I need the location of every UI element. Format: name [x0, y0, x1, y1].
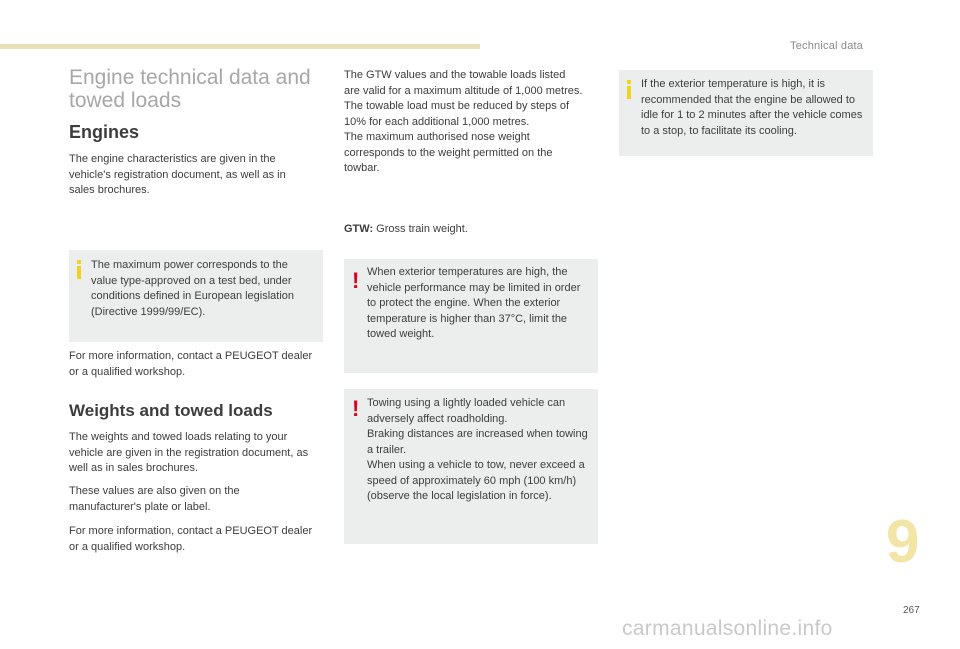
page-number: 267	[903, 605, 920, 616]
gtw-definition-label: GTW:	[344, 223, 374, 235]
watermark: carmanualsonline.info	[622, 617, 833, 640]
idle-note: If the exterior temperature is high, it is recommended that the engine be allowed to idle for 1 to 2 minutes after the vehicle comes to a stop, to facilitate its cooling.	[641, 78, 863, 137]
info-box-idle	[619, 70, 873, 156]
chapter-number: 9	[886, 508, 920, 575]
engines-text: The engine characteristics are given in the vehicle's registration document, as well as in sales brochures.	[69, 153, 286, 196]
header-accent-bar	[0, 44, 480, 49]
weights-contact: For more information, contact a PEUGEOT dealer or a qualified workshop.	[69, 525, 313, 553]
warning-towing-1: Towing using a lightly loaded vehicle can adversely affect roadholding.	[367, 397, 566, 425]
gtw-definition-text: Gross train weight.	[373, 223, 468, 235]
engines-heading: Engines	[69, 122, 140, 142]
section-label: Technical data	[790, 40, 864, 52]
warning-icon: !	[352, 396, 360, 421]
warning-towing-2: Braking distances are increased when towing a trailer.	[367, 428, 588, 456]
info-icon	[77, 266, 81, 279]
warning-icon: !	[352, 268, 360, 293]
warning-box-temperature	[344, 259, 598, 373]
weights-text-2: These values are also given on the manufacturer's plate or label.	[69, 485, 240, 513]
gtw-para-1: The GTW values and the towable loads listed are valid for a maximum altitude of 1,000 metres. The towable load must be reduced by steps of 10% for each additional 1,000 metres.	[344, 69, 583, 128]
warning-towing-3: When using a vehicle to tow, never exceed a speed of approximately 60 mph (100 km/h) (observe the local legislation in force).	[367, 459, 585, 502]
weights-heading: Weights and towed loads	[69, 401, 273, 420]
engines-contact: For more information, contact a PEUGEOT dealer or a qualified workshop.	[69, 350, 313, 378]
warning-box-towing	[344, 389, 598, 544]
weights-text-1: The weights and towed loads relating to your vehicle are given in the registration document, as well as in sales brochures.	[69, 431, 309, 474]
gtw-definition	[344, 222, 584, 238]
info-icon	[627, 86, 631, 99]
warning-temperature: When exterior temperatures are high, the vehicle performance may be limited in order to protect the engine. When the exterior temperature is higher than 37°C, limit the towed weight.	[367, 266, 581, 340]
page-title: Engine technical data and towed loads	[69, 66, 311, 112]
power-note: The maximum power corresponds to the value type-approved on a test bed, under conditions defined in European legislation (Directive 1999/99/EC).	[91, 259, 295, 318]
gtw-para-2: The maximum authorised nose weight corresponds to the weight permitted on the towbar.	[344, 131, 553, 174]
info-box-power	[69, 250, 323, 342]
